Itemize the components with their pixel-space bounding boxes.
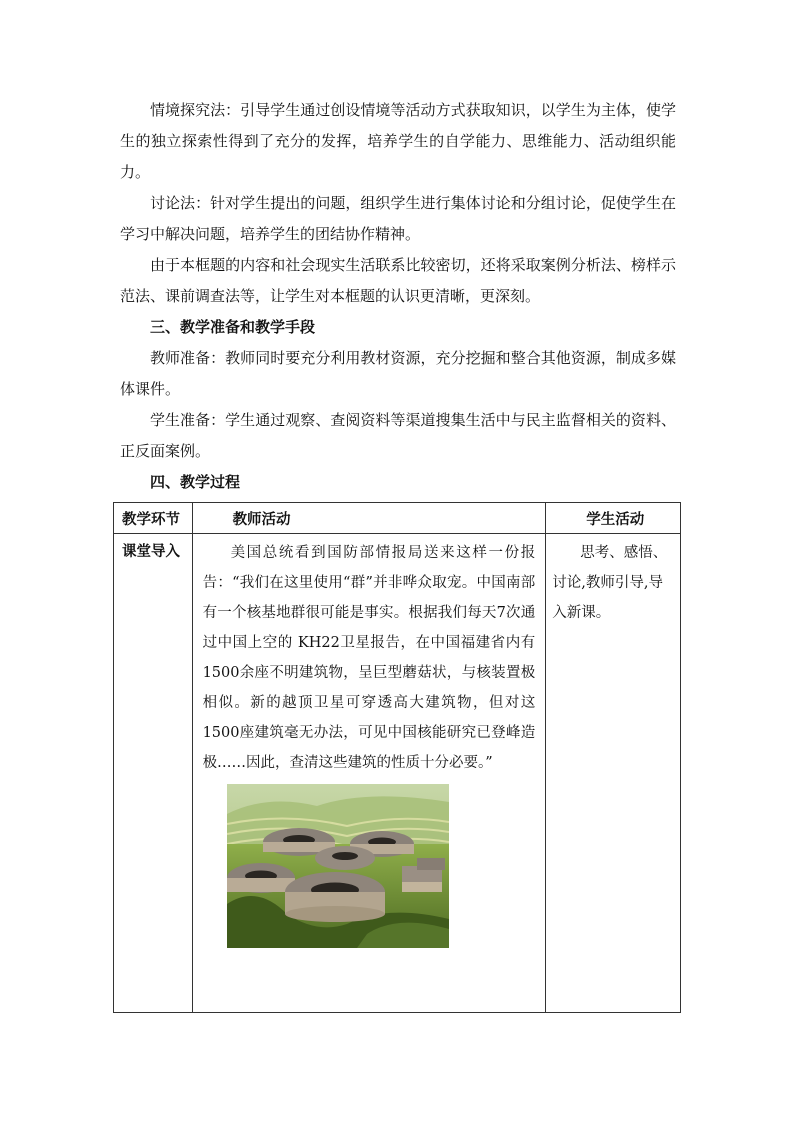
section-heading-preparation: 三、教学准备和教学手段 [150,318,316,336]
table-row [114,534,681,1013]
lesson-process-table [113,502,681,1013]
paragraph-discussion-method: 讨论法：针对学生提出的问题，组织学生进行集体讨论和分组讨论，促使学生在学习中解决问题，培养学生的团结协作精神。 [120,194,676,243]
teacher-activity-text: 美国总统看到国防部情报局送来这样一份报告：“我们在这里使用“群”并非哗众取宠。中国南部有一个核基地群很可能是事实。根据我们每天7次通过中国上空的 KH22卫星报告，在中国福建省内有1500余座不明建筑物，呈巨型蘑菇状，与核装置极相似。新的越顶卫星可穿透高大建筑物，但对这 1500座建筑毫无办法，可见中国核能研究已登峰造极……因此，查清这些建筑的性质十分必要。” [202,545,536,771]
student-activity-text: 思考、感悟、讨论,教师引导,导入新课。 [552,545,668,621]
student-activity-cell [546,534,681,1013]
paragraph-teacher-preparation: 教师准备：教师同时要充分利用教材资源，充分挖掘和整合其他资源，制成多媒体课件。 [120,349,676,398]
body-text [120,95,676,498]
stage-cell: 课堂导入 [114,534,193,1013]
paragraph-student-preparation: 学生准备：学生通过观察、查阅资料等渠道搜集生活中与民主监督相关的资料、正反面案例。 [120,411,676,460]
table-header-row [114,503,681,534]
tulou-photo [227,784,449,948]
header-teacher-activity: 教师活动 [192,503,546,534]
header-student-activity: 学生活动 [546,503,681,534]
paragraph-case-method: 由于本框题的内容和社会现实生活联系比较密切，还将采取案例分析法、榜样示范法、课前调查法等，让学生对本框题的认识更清晰，更深刻。 [120,256,676,305]
header-stage: 教学环节 [114,503,193,534]
section-heading-process: 四、教学过程 [150,473,241,491]
paragraph-situational-method: 情境探究法：引导学生通过创设情境等活动方式获取知识，以学生为主体，使学生的独立探索性得到了充分的发挥，培养学生的自学能力、思维能力、活动组织能力。 [120,101,676,181]
teacher-activity-cell [192,534,546,1013]
